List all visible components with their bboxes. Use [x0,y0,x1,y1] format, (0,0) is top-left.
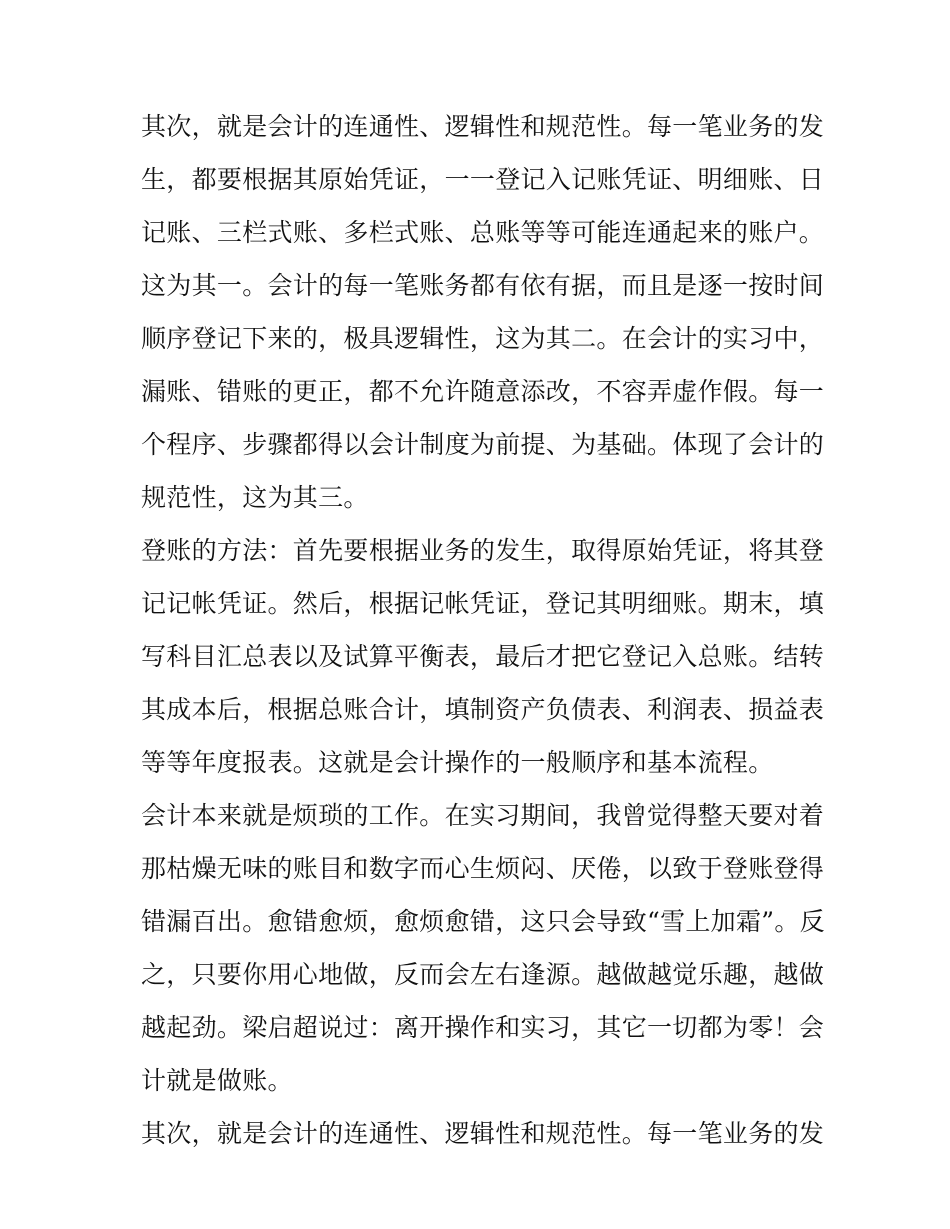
text-line: 会计本来就是烦琐的工作。在实习期间，我曾觉得整天要对着 [141,801,825,830]
text-line: 其成本后，根据总账合计，填制资产负债表、利润表、损益表 [141,695,825,724]
text-line: 规范性，这为其三。 [141,483,369,512]
text-line: 之，只要你用心地做，反而会左右逢源。越做越觉乐趣，越做 [141,960,825,989]
text-line: 漏账、错账的更正，都不允许随意添改，不容弄虚作假。每一 [141,377,825,406]
text-line: 越起劲。梁启超说过：离开操作和实习，其它一切都为零！会 [141,1013,825,1042]
text-line: 记账、三栏式账、多栏式账、总账等等可能连通起来的账户。 [141,218,825,247]
text-line: 生，都要根据其原始凭证，一一登记入记账凭证、明细账、日 [141,165,825,194]
text-line: 错漏百出。愈错愈烦，愈烦愈错，这只会导致“雪上加霜”。反 [141,907,825,936]
text-line: 这为其一。会计的每一笔账务都有依有据，而且是逐一按时间 [141,271,825,300]
text-line: 个程序、步骤都得以会计制度为前提、为基础。体现了会计的 [141,430,825,459]
text-line: 其次，就是会计的连通性、逻辑性和规范性。每一笔业务的发 [141,112,825,141]
text-line: 登账的方法：首先要根据业务的发生，取得原始凭证，将其登 [141,536,825,565]
text-line: 其次，就是会计的连通性、逻辑性和规范性。每一笔业务的发 [141,1119,825,1148]
text-line: 记记帐凭证。然后，根据记帐凭证，登记其明细账。期末，填 [141,589,825,618]
text-line: 等等年度报表。这就是会计操作的一般顺序和基本流程。 [141,748,774,777]
text-line: 计就是做账。 [141,1066,293,1095]
text-line: 写科目汇总表以及试算平衡表，最后才把它登记入总账。结转 [141,642,825,671]
text-line: 顺序登记下来的，极具逻辑性，这为其二。在会计的实习中， [141,324,825,353]
text-line: 那枯燥无味的账目和数字而心生烦闷、厌倦，以致于登账登得 [141,854,825,883]
